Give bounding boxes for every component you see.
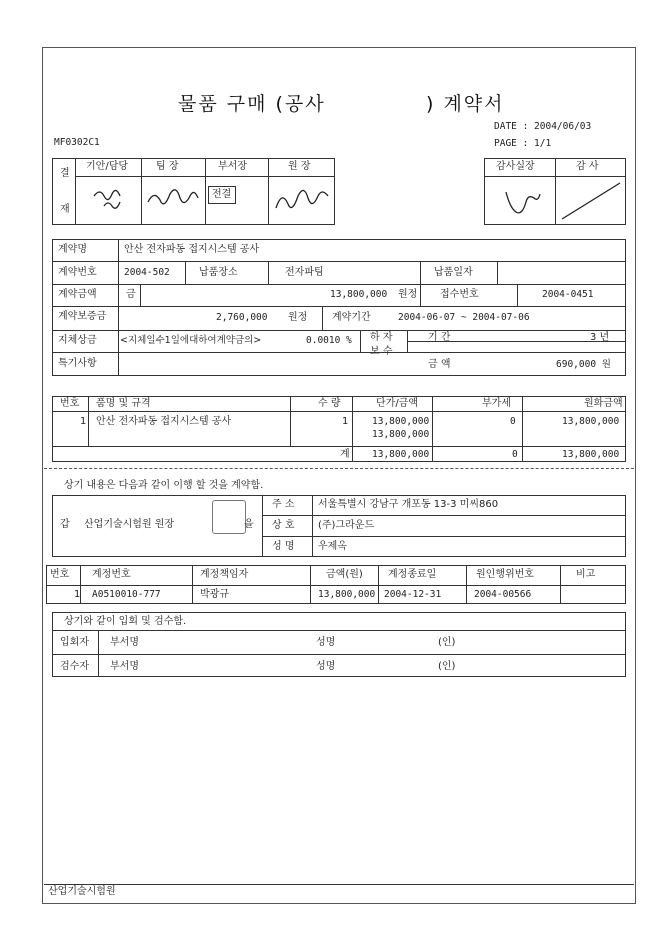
delivery-place-label: 납품장소 (199, 267, 238, 278)
accounts-header-cause: 원인행위번호 (476, 569, 534, 580)
signature-audit-chief (500, 182, 544, 220)
warranty-period-value: 3 년 (590, 332, 610, 343)
items-total-vat: 0 (512, 449, 518, 460)
inspector-name: 성명 (316, 661, 336, 672)
items-header-qty: 수 량 (318, 398, 341, 409)
audit-header-auditor: 감 사 (576, 161, 599, 172)
approval-header-director: 원 장 (288, 161, 311, 172)
receipt-number-value: 2004-0451 (542, 289, 594, 300)
signature-staff (90, 182, 134, 218)
items-total-label: 계 (340, 449, 350, 460)
form-code: MF0302C1 (54, 137, 100, 148)
inspector-label: 검수자 (60, 661, 89, 672)
contract-period-value: 2004-06-07 ~ 2004-07-06 (398, 312, 530, 323)
item-row-krw: 13,800,000 (562, 416, 620, 427)
company-seal (212, 500, 246, 534)
items-total-amount: 13,800,000 (372, 449, 430, 460)
accounts-header-no: 번호 (50, 569, 70, 580)
parties-intro: 상기 내용은 다음과 같이 이행 할 것을 계약함. (64, 480, 264, 491)
accounts-header-manager: 계정책임자 (200, 569, 249, 580)
deposit-suffix: 원정 (288, 312, 308, 323)
items-header-no: 번호 (60, 398, 80, 409)
item-row-qty: 1 (342, 416, 349, 427)
deposit-value: 2,760,000 (216, 312, 268, 323)
contract-amount-label: 계약금액 (58, 289, 97, 300)
signature-team-leader (144, 184, 202, 218)
document-title-end: ) 계약서 (426, 93, 505, 115)
contract-name-label: 계약명 (58, 244, 87, 255)
approval-header-staff: 기안/담당 (86, 161, 129, 172)
items-header-vat: 부가세 (482, 398, 511, 409)
contract-number-value: 2004-502 (124, 267, 170, 278)
company-name-value: (주)그라운드 (318, 520, 375, 531)
account-row-acct: A0510010-777 (92, 589, 161, 600)
item-row-vat: 0 (510, 416, 516, 427)
late-penalty-rate: 0.0010 % (306, 335, 352, 346)
account-row-no: 1 (74, 589, 81, 600)
approval-header-team-leader: 팀 장 (156, 161, 179, 172)
page-number: PAGE : 1/1 (494, 138, 552, 149)
company-name-label: 상 호 (272, 520, 295, 531)
late-penalty-label: 지체상금 (58, 335, 97, 346)
audit-header-chief: 감사실장 (496, 161, 535, 172)
account-row-cause: 2004-00566 (474, 589, 532, 600)
approval-label-bottom: 재 (60, 204, 70, 215)
party-gap-label: 갑 (60, 519, 70, 530)
items-total-krw: 13,800,000 (562, 449, 620, 460)
account-row-amount: 13,800,000 (318, 589, 376, 600)
contract-name-value: 안산 전자파동 접지시스템 공사 (124, 244, 260, 255)
accounts-header-end: 계정종료일 (388, 569, 437, 580)
party-eul-label: 을 (244, 519, 254, 530)
warranty-amount-value: 690,000 원 (556, 359, 611, 370)
late-penalty-value: <지체일수1일에대하여계약금의> (120, 335, 262, 346)
footer-org: 산업기술시험원 (48, 886, 116, 897)
attendee-seal: (인) (438, 637, 456, 648)
warranty-amount-label: 금 액 (428, 359, 451, 370)
approval-header-dept-head: 부서장 (218, 161, 247, 172)
contract-amount-prefix: 금 (126, 289, 136, 300)
special-notes-label: 특기사항 (58, 358, 97, 369)
inspection-intro: 상기와 같이 입회 및 검수함. (64, 616, 187, 627)
warranty-period-label: 기 간 (428, 332, 451, 343)
item-row-unit-price: 13,800,000 (372, 416, 430, 427)
contract-amount-value: 13,800,000 (330, 289, 388, 300)
attendee-label: 입회자 (60, 637, 89, 648)
item-row-name: 안산 전자파동 접지시스템 공사 (96, 416, 232, 427)
audit-strikethrough (556, 177, 626, 225)
party-gap-value: 산업기술시험원 원장 (84, 519, 175, 530)
representative-label: 성 명 (272, 541, 295, 552)
contract-amount-suffix: 원정 (398, 289, 418, 300)
account-row-end: 2004-12-31 (384, 589, 442, 600)
item-row-amount: 13,800,000 (372, 429, 430, 440)
approval-label-top: 결 (60, 168, 70, 179)
approval-stamp-text: 전결 (212, 189, 232, 200)
warranty-label-2: 보 수 (370, 346, 393, 357)
attendee-name: 성명 (316, 637, 336, 648)
contract-number-label: 계약번호 (58, 267, 97, 278)
warranty-label-1: 하 자 (370, 332, 393, 343)
items-header-name: 품명 및 규격 (96, 398, 151, 409)
signature-director (270, 182, 334, 220)
delivery-place-value: 전자파팀 (285, 267, 324, 278)
deposit-label: 계약보증금 (58, 311, 107, 322)
items-header-price: 단가/금액 (376, 398, 419, 409)
contract-period-label: 계약기간 (332, 312, 371, 323)
delivery-date-label: 납품일자 (434, 267, 473, 278)
address-label: 주 소 (272, 499, 295, 510)
contract-info-table (52, 239, 626, 376)
account-row-manager: 박광규 (200, 589, 229, 600)
items-header-krw: 원화금액 (584, 398, 623, 409)
item-row-no: 1 (80, 416, 87, 427)
representative-value: 우제옥 (318, 541, 347, 552)
attendee-dept: 부서명 (110, 637, 139, 648)
document-title: 물품 구매 (공사 (178, 93, 326, 115)
receipt-number-label: 접수번호 (440, 289, 479, 300)
accounts-header-note: 비고 (576, 569, 596, 580)
accounts-header-amount: 금액(원) (326, 569, 363, 580)
section-divider (44, 468, 634, 469)
document-date: DATE : 2004/06/03 (494, 121, 592, 132)
address-value: 서울특별시 강남구 개포동 13-3 미씨860 (318, 499, 499, 510)
accounts-header-acct: 계정번호 (92, 569, 131, 580)
inspector-dept: 부서명 (110, 661, 139, 672)
inspector-seal: (인) (438, 661, 456, 672)
